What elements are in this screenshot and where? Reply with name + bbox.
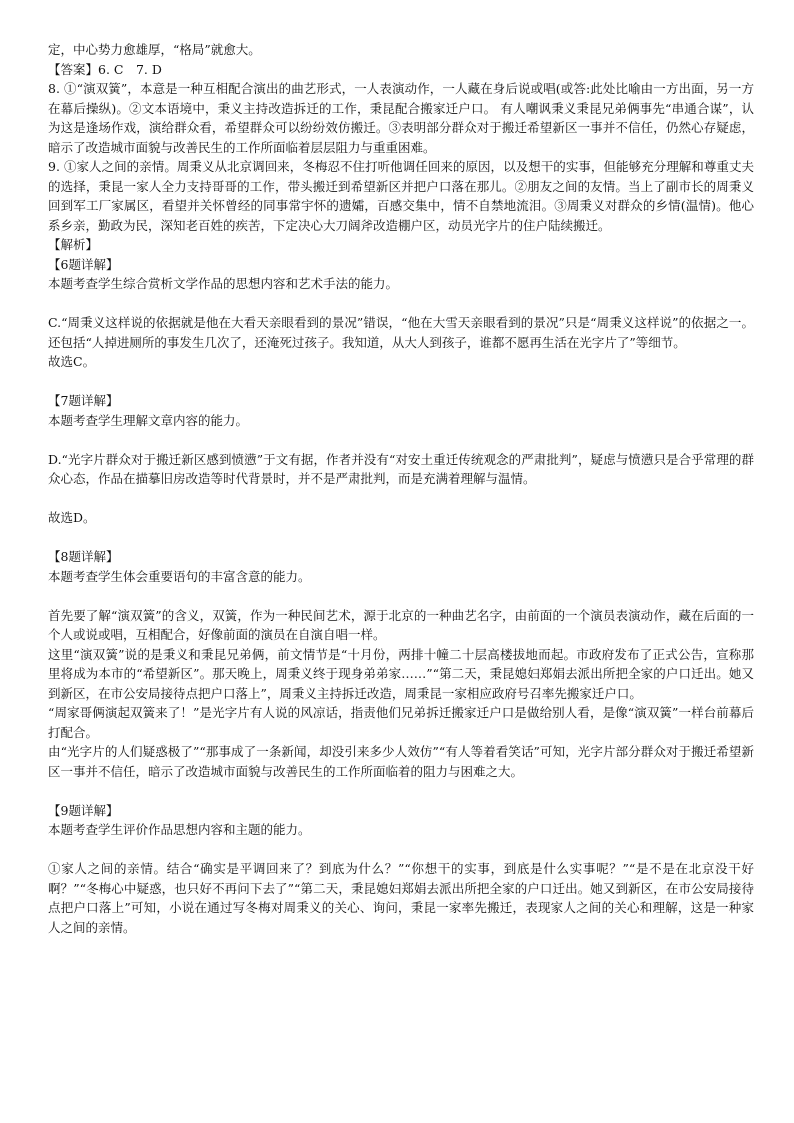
- q8-para-4: 由“光字片的人们疑惑极了”“那事成了一条新闻，却没引来多少人效仿”“有人等着看笑话”可知，光字片部分群众对于搬迁希望新区一事并不信任，暗示了改造城市面貌与改善民生的工作所面临着的阻力与困难之大。: [48, 744, 754, 779]
- spacer: [48, 781, 754, 801]
- q8-para-2: 这里“演双簧”说的是秉义和秉昆兄弟俩，前文情节是“十月份，两排十幢二十层高楼拔地而起。市政府发布了正式公告，宣称那里将成为本市的“希望新区”。那天晚上，周秉义终于现身弟弟家……”“第二天，秉昆媳妇郑娟去派出所把全家的户口迁出。她又到新区，在市公安局接待点把户口落上”，周秉义主持拆迁改造，周秉昆一家相应政府号召率先搬家迁户口。: [48, 646, 754, 701]
- answer-line: 【答案】6. C 7. D: [48, 61, 162, 77]
- spacer: [48, 430, 754, 450]
- q7-detail: D.“光字片群众对于搬迁新区感到愤懑”于文有据，作者并没有“对安土重迁传统观念的严肃批判”，疑虑与愤懑只是合乎常理的群众心态，作品在描摹旧房改造等时代背景时，并不是严肃批判，而是充满着理解与温情。: [48, 451, 754, 486]
- spacer: [48, 586, 754, 606]
- spacer: [48, 528, 754, 548]
- q8-para-1: 首先要了解“演双簧”的含义，双簧，作为一种民间艺术，源于北京的一种曲艺名字，由前面的一个演员表演动作，藏在后面的一个人或说或唱，互相配合，好像前面的演员在自演自唱一样。: [48, 607, 754, 642]
- analysis-heading: 【解析】: [48, 237, 99, 252]
- spacer: [48, 840, 754, 860]
- q6-choice: 故选C。: [48, 354, 96, 369]
- q9-intro: 本题考查学生评价作品思想内容和主题的能力。: [48, 822, 311, 837]
- q9-para-1: ①家人之间的亲情。结合“确实是平调回来了？到底为什么？”“你想干的实事，到底是什么实事呢？”“是不是在北京没干好啊？”“冬梅心中疑惑，也只好不再问下去了”“第二天，秉昆媳妇郑娟去派出所把全家的户口迁出。她又到新区，在市公安局接待点把户口落上”可知，小说在通过写冬梅对周秉义的关心、询问，秉昆一家率先搬迁，表现家人之间的关心和理解，这是一种家人之间的亲情。: [48, 861, 754, 935]
- q6-detail: C.“周秉义这样说的依据就是他在大看天亲眼看到的景况”错误，“他在大雪天亲眼看到的景况”只是“周秉义这样说”的依据之一。还包括“人掉进厕所的事发生几次了，还淹死过孩子。我知道，从大人到孩子，谁都不愿再生活在光字片了”等细节。: [48, 315, 754, 350]
- answer-9: 9. ①家人之间的亲情。周秉义从北京调回来，冬梅忍不住打听他调任回来的原因，以及想干的实事，但能够充分理解和尊重丈夫的选择，秉昆一家人全力支持哥哥的工作，带头搬迁到希望新区并把户口落在那儿。②朋友之间的友情。当上了副市长的周秉义回到军工厂家属区，看望并关怀曾经的同事常宇怀的遗孀，百感交集中，情不自禁地流泪。③周秉义对群众的乡情(温情)。他心系乡亲，勤政为民，深知老百姓的疾苦，下定决心大刀阔斧改造棚户区，动员光字片的住户陆续搬迁。: [48, 159, 754, 233]
- q7-heading: 【7题详解】: [48, 393, 119, 408]
- spacer: [48, 489, 754, 509]
- q6-intro: 本题考查学生综合赏析文学作品的思想内容和艺术手法的能力。: [48, 276, 399, 291]
- spacer: [48, 294, 754, 314]
- answer-8: 8. ①“演双簧”，本意是一种互相配合演出的曲艺形式，一人表演动作，一人藏在身后说或唱(或答:此处比喻由一方出面，另一方在幕后操纵)。②文本语境中，秉义主持改造拆迁的工作，秉昆配合搬家迁户口。 有人嘲讽秉义秉昆兄弟俩事先“串通合谋”，认为这是逢场作戏，演给群众看，希望群众可以纷纷效仿搬迁。③表明部分群众对于搬迁希望新区一事并不信任，仍然心存疑虑，暗示了改造城市面貌与改善民生的工作所面临着层层阻力与重重困难。: [48, 81, 754, 155]
- q8-para-3: “周家哥俩演起双簧来了！”是光字片有人说的风凉话，指责他们兄弟拆迁搬家迁户口是做给别人看，是像“演双簧”一样台前幕后打配合。: [48, 705, 754, 740]
- q8-intro: 本题考查学生体会重要语句的丰富含意的能力。: [48, 568, 311, 584]
- text-line-0: 定，中心势力愈雄厚，“格局”就愈大。: [48, 42, 261, 57]
- q9-heading: 【9题详解】: [48, 802, 119, 818]
- q7-intro: 本题考查学生理解文章内容的能力。: [48, 412, 249, 428]
- q7-choice: 故选D。: [48, 510, 96, 525]
- q8-heading: 【8题详解】: [48, 549, 119, 564]
- document-page: [48, 40, 754, 937]
- q6-heading: 【6题详解】: [48, 256, 119, 272]
- spacer: [48, 372, 754, 392]
